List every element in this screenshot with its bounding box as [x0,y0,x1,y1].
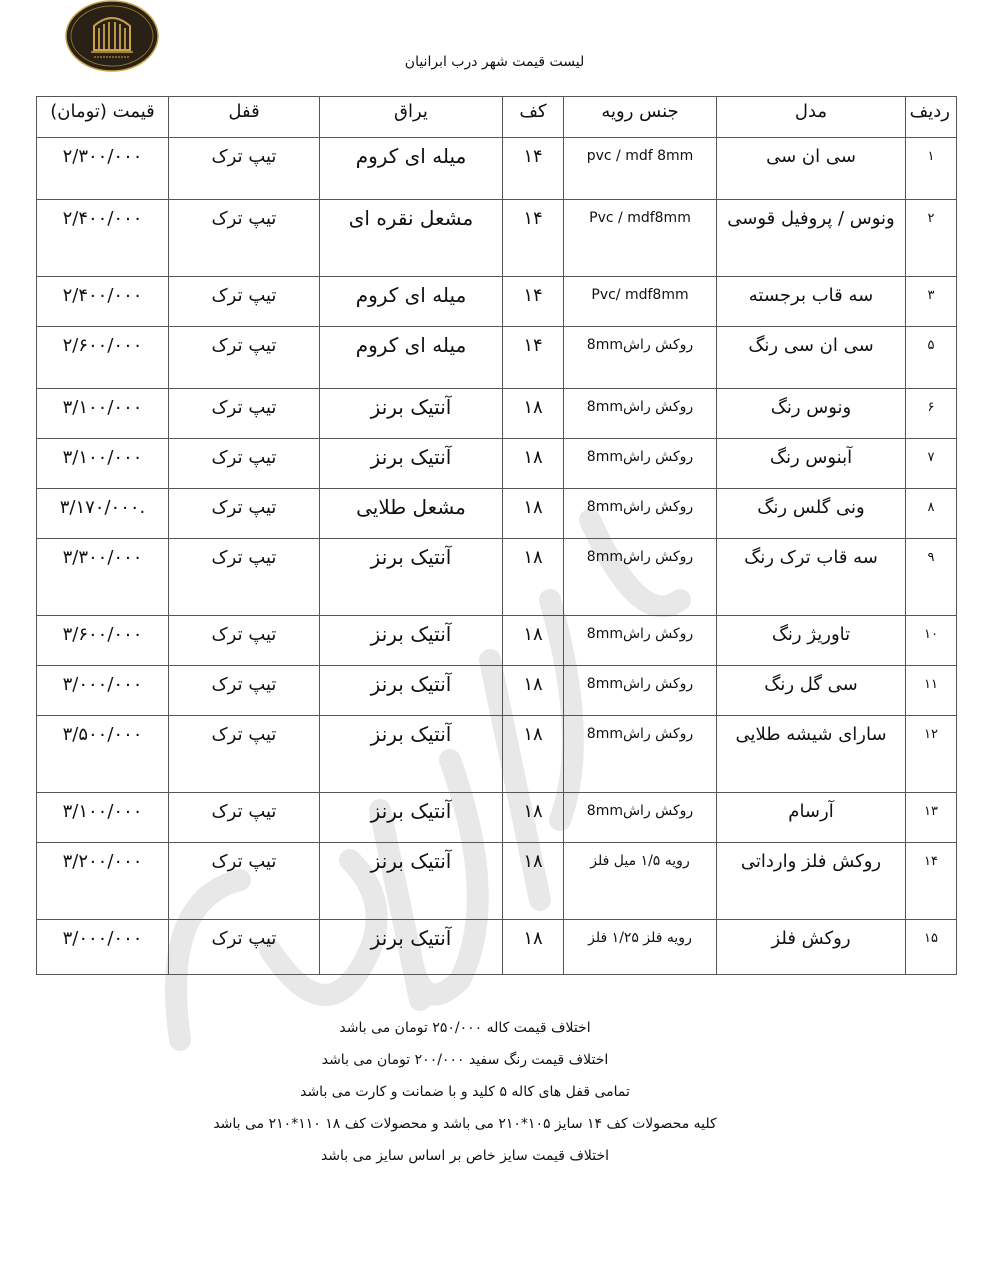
cell-model: ونوس رنگ [717,389,906,439]
cell-row-number: ۹ [906,539,957,616]
cell-model: آبنوس رنگ [717,439,906,489]
cell-lock: تیپ ترک [169,920,320,975]
cell-material: Pvc / mdf8mm [564,200,717,277]
cell-material: 8mmروکش راش [564,716,717,793]
cell-model: سه قاب برجسته [717,277,906,327]
cell-material: رویه ۱/۵ میل فلز [564,843,717,920]
table-row [37,389,957,439]
note-line: کلیه محصولات کف ۱۴ سایز ۱۰۵*۲۱۰ می باشد و محصولات کف ۱۸ ۱۱۰*۲۱۰ می باشد [213,1116,717,1132]
price-table [36,96,957,975]
cell-model: تاوریژ رنگ [717,616,906,666]
cell-hardware: آنتیک برنز [320,439,503,489]
table-row [37,616,957,666]
header-lock: قفل [169,97,320,138]
cell-sole: ۱۸ [503,920,564,975]
cell-hardware: آنتیک برنز [320,716,503,793]
cell-price: ۳/۳۰۰/۰۰۰ [37,539,169,616]
cell-price: ۳/۱۷۰/۰۰۰. [37,489,169,539]
cell-row-number: ۱۴ [906,843,957,920]
cell-hardware: میله ای کروم [320,277,503,327]
cell-price: ۳/۱۰۰/۰۰۰ [37,439,169,489]
header-row-number: ردیف [906,97,957,138]
header-material: جنس رویه [564,97,717,138]
cell-price: ۳/۰۰۰/۰۰۰ [37,666,169,716]
cell-material: 8mmروکش راش [564,439,717,489]
table-row [37,666,957,716]
cell-model: روکش فلز [717,920,906,975]
cell-hardware: میله ای کروم [320,138,503,200]
cell-material: Pvc/ mdf8mm [564,277,717,327]
cell-material: 8mmروکش راش [564,666,717,716]
cell-material: 8mmروکش راش [564,793,717,843]
cell-sole: ۱۸ [503,616,564,666]
cell-model: سارای شیشه طلایی [717,716,906,793]
cell-hardware: آنتیک برنز [320,920,503,975]
cell-material: رویه فلز ۱/۲۵ فلز [564,920,717,975]
cell-row-number: ۲ [906,200,957,277]
cell-material: 8mmروکش راش [564,389,717,439]
cell-lock: تیپ ترک [169,439,320,489]
cell-row-number: ۸ [906,489,957,539]
cell-row-number: ۱۳ [906,793,957,843]
note-line: اختلاف قیمت رنگ سفید ۲۰۰/۰۰۰ تومان می باشد [321,1052,609,1068]
cell-row-number: ۵ [906,327,957,389]
cell-price: ۳/۱۰۰/۰۰۰ [37,793,169,843]
cell-sole: ۱۸ [503,716,564,793]
cell-sole: ۱۸ [503,666,564,716]
cell-material: pvc / mdf 8mm [564,138,717,200]
cell-row-number: ۷ [906,439,957,489]
cell-lock: تیپ ترک [169,389,320,439]
table-row [37,489,957,539]
table-row [37,138,957,200]
cell-hardware: مشعل طلایی [320,489,503,539]
table-row [37,539,957,616]
cell-material: 8mmروکش راش [564,539,717,616]
cell-row-number: ۱۱ [906,666,957,716]
cell-row-number: ۱ [906,138,957,200]
cell-hardware: مشعل نقره ای [320,200,503,277]
cell-sole: ۱۴ [503,200,564,277]
cell-price: ۳/۲۰۰/۰۰۰ [37,843,169,920]
cell-lock: تیپ ترک [169,277,320,327]
cell-lock: تیپ ترک [169,489,320,539]
cell-price: ۲/۴۰۰/۰۰۰ [37,277,169,327]
cell-hardware: میله ای کروم [320,327,503,389]
cell-price: ۳/۰۰۰/۰۰۰ [37,920,169,975]
cell-lock: تیپ ترک [169,327,320,389]
cell-material: 8mmروکش راش [564,489,717,539]
table-row [37,277,957,327]
header-hardware: یراق [320,97,503,138]
cell-sole: ۱۸ [503,439,564,489]
cell-hardware: آنتیک برنز [320,843,503,920]
note-line: تمامی قفل های کاله ۵ کلید و با ضمانت و کارت می باشد [300,1084,630,1100]
cell-lock: تیپ ترک [169,200,320,277]
cell-row-number: ۱۵ [906,920,957,975]
note-line: اختلاف قیمت سایز خاص بر اساس سایز می باشد [320,1148,610,1164]
cell-hardware: آنتیک برنز [320,539,503,616]
cell-hardware: آنتیک برنز [320,389,503,439]
table-row [37,920,957,975]
table-row [37,200,957,277]
cell-hardware: آنتیک برنز [320,666,503,716]
cell-material: 8mmروکش راش [564,327,717,389]
cell-model: آرسام [717,793,906,843]
cell-sole: ۱۴ [503,138,564,200]
cell-model: سی ان سی رنگ [717,327,906,389]
cell-price: ۲/۳۰۰/۰۰۰ [37,138,169,200]
notes-section [0,1014,930,1174]
table-header-row [37,97,957,138]
cell-model: سی ان سی [717,138,906,200]
cell-row-number: ۶ [906,389,957,439]
cell-model: ونی گلس رنگ [717,489,906,539]
cell-model: سه قاب ترک رنگ [717,539,906,616]
cell-price: ۳/۶۰۰/۰۰۰ [37,616,169,666]
cell-price: ۳/۱۰۰/۰۰۰ [37,389,169,439]
cell-hardware: آنتیک برنز [320,793,503,843]
cell-price: ۳/۵۰۰/۰۰۰ [37,716,169,793]
cell-sole: ۱۸ [503,793,564,843]
cell-sole: ۱۸ [503,489,564,539]
cell-price: ۲/۴۰۰/۰۰۰ [37,200,169,277]
cell-model: ونوس / پروفیل قوسی [717,200,906,277]
cell-lock: تیپ ترک [169,666,320,716]
note-line: اختلاف قیمت کاله ۲۵۰/۰۰۰ تومان می باشد [339,1020,591,1036]
cell-sole: ۱۸ [503,389,564,439]
table-row [37,843,957,920]
cell-sole: ۱۴ [503,277,564,327]
cell-material: 8mmروکش راش [564,616,717,666]
table-row [37,716,957,793]
table-row [37,439,957,489]
cell-price: ۲/۶۰۰/۰۰۰ [37,327,169,389]
table-row [37,793,957,843]
header-model: مدل [717,97,906,138]
document-title: لیست قیمت شهر درب ابرانیان [404,54,585,70]
header-sole: کف [503,97,564,138]
cell-sole: ۱۸ [503,539,564,616]
cell-sole: ۱۴ [503,327,564,389]
cell-lock: تیپ ترک [169,616,320,666]
cell-model: سی گل رنگ [717,666,906,716]
cell-hardware: آنتیک برنز [320,616,503,666]
cell-lock: تیپ ترک [169,716,320,793]
cell-lock: تیپ ترک [169,793,320,843]
cell-row-number: ۱۲ [906,716,957,793]
cell-row-number: ۱۰ [906,616,957,666]
header-price: قیمت (تومان) [37,97,169,138]
cell-sole: ۱۸ [503,843,564,920]
cell-lock: تیپ ترک [169,539,320,616]
cell-model: روکش فلز وارداتی [717,843,906,920]
table-row [37,327,957,389]
cell-lock: تیپ ترک [169,138,320,200]
cell-row-number: ۳ [906,277,957,327]
cell-lock: تیپ ترک [169,843,320,920]
